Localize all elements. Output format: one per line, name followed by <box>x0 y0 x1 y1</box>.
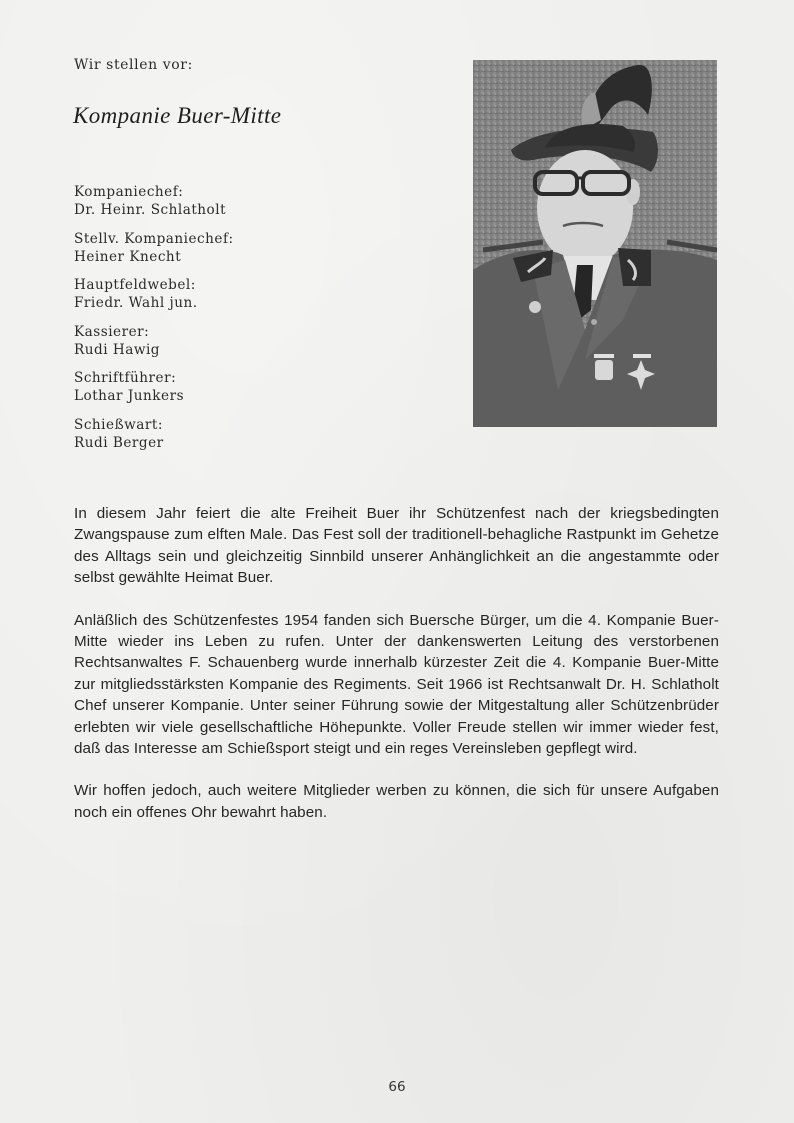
officer-role: Kompaniechef: <box>74 184 184 200</box>
officer-name: Rudi Berger <box>74 434 164 451</box>
officer-role: Schießwart: <box>74 416 163 433</box>
officer-name: Rudi Hawig <box>74 341 161 358</box>
officer-name: Lothar Junkers <box>74 388 185 404</box>
paragraph: Wir hoffen jedoch, auch weitere Mitglieder werben zu können, die sich für unsere Aufgaben noch ein offenes Ohr bewahrt haben. <box>74 782 719 821</box>
officer-entry <box>74 369 234 405</box>
officer-role: Hauptfeldwebel: <box>74 277 196 293</box>
officer-entry <box>74 323 234 359</box>
medal-badge <box>595 360 613 380</box>
intro-text: Wir stellen vor: <box>74 57 193 73</box>
officer-role: Stellv. Kompaniechef: <box>74 230 234 247</box>
officers-list <box>74 183 234 462</box>
page-number: 66 <box>388 1079 406 1095</box>
officer-entry <box>74 230 234 266</box>
officer-name: Friedr. Wahl jun. <box>74 295 198 311</box>
officer-role: Kassierer: <box>74 323 150 340</box>
article-body <box>74 503 719 844</box>
officer-entry <box>74 416 234 452</box>
officer-name: Dr. Heinr. Schlatholt <box>74 202 227 218</box>
officer-name: Heiner Knecht <box>74 248 182 265</box>
portrait-illustration <box>473 60 717 427</box>
paragraph: Anläßlich des Schützenfestes 1954 fanden sich Buersche Bürger, um die 4. Kompanie Buer-Mitte wieder ins Leben zu rufen. Unter der dankenswerten Leitung des verstorbenen Rechtsanwaltes F. Schauenberg wurde innerhalb kürzester Zeit die 4. Kompanie Buer-Mitte zur mitgliedsstärksten Kompanie des Regiments. Seit 1966 ist Rechtsanwalt Dr. H. Schlatholt Chef unserer Kompanie. Unter seiner Führung sowie der Mitgestaltung aller Schützenbrüder erlebten wir viele gesellschaftliche Höhepunkte. Voller Freude stellen wir immer wieder fest, daß das Interesse am Schießsport steigt und ein reges Vereinsleben gepflegt wird. <box>74 611 719 758</box>
page-title: Kompanie Buer-Mitte <box>73 103 282 128</box>
officer-entry <box>74 276 234 312</box>
paragraph: In diesem Jahr feiert die alte Freiheit Buer ihr Schützenfest nach der kriegsbedingten Zwangspause zum elften Male. Das Fest soll der traditionell-behagliche Rastpunkt im Gehetze des Alltags sein und gleichzeitig Sinnbild unserer Anhänglichkeit an die angestammte oder selbst gewählte Heimat Buer. <box>74 505 719 587</box>
portrait-photo <box>473 60 717 427</box>
officer-role: Schriftführer: <box>74 370 177 386</box>
officer-entry <box>74 183 234 219</box>
